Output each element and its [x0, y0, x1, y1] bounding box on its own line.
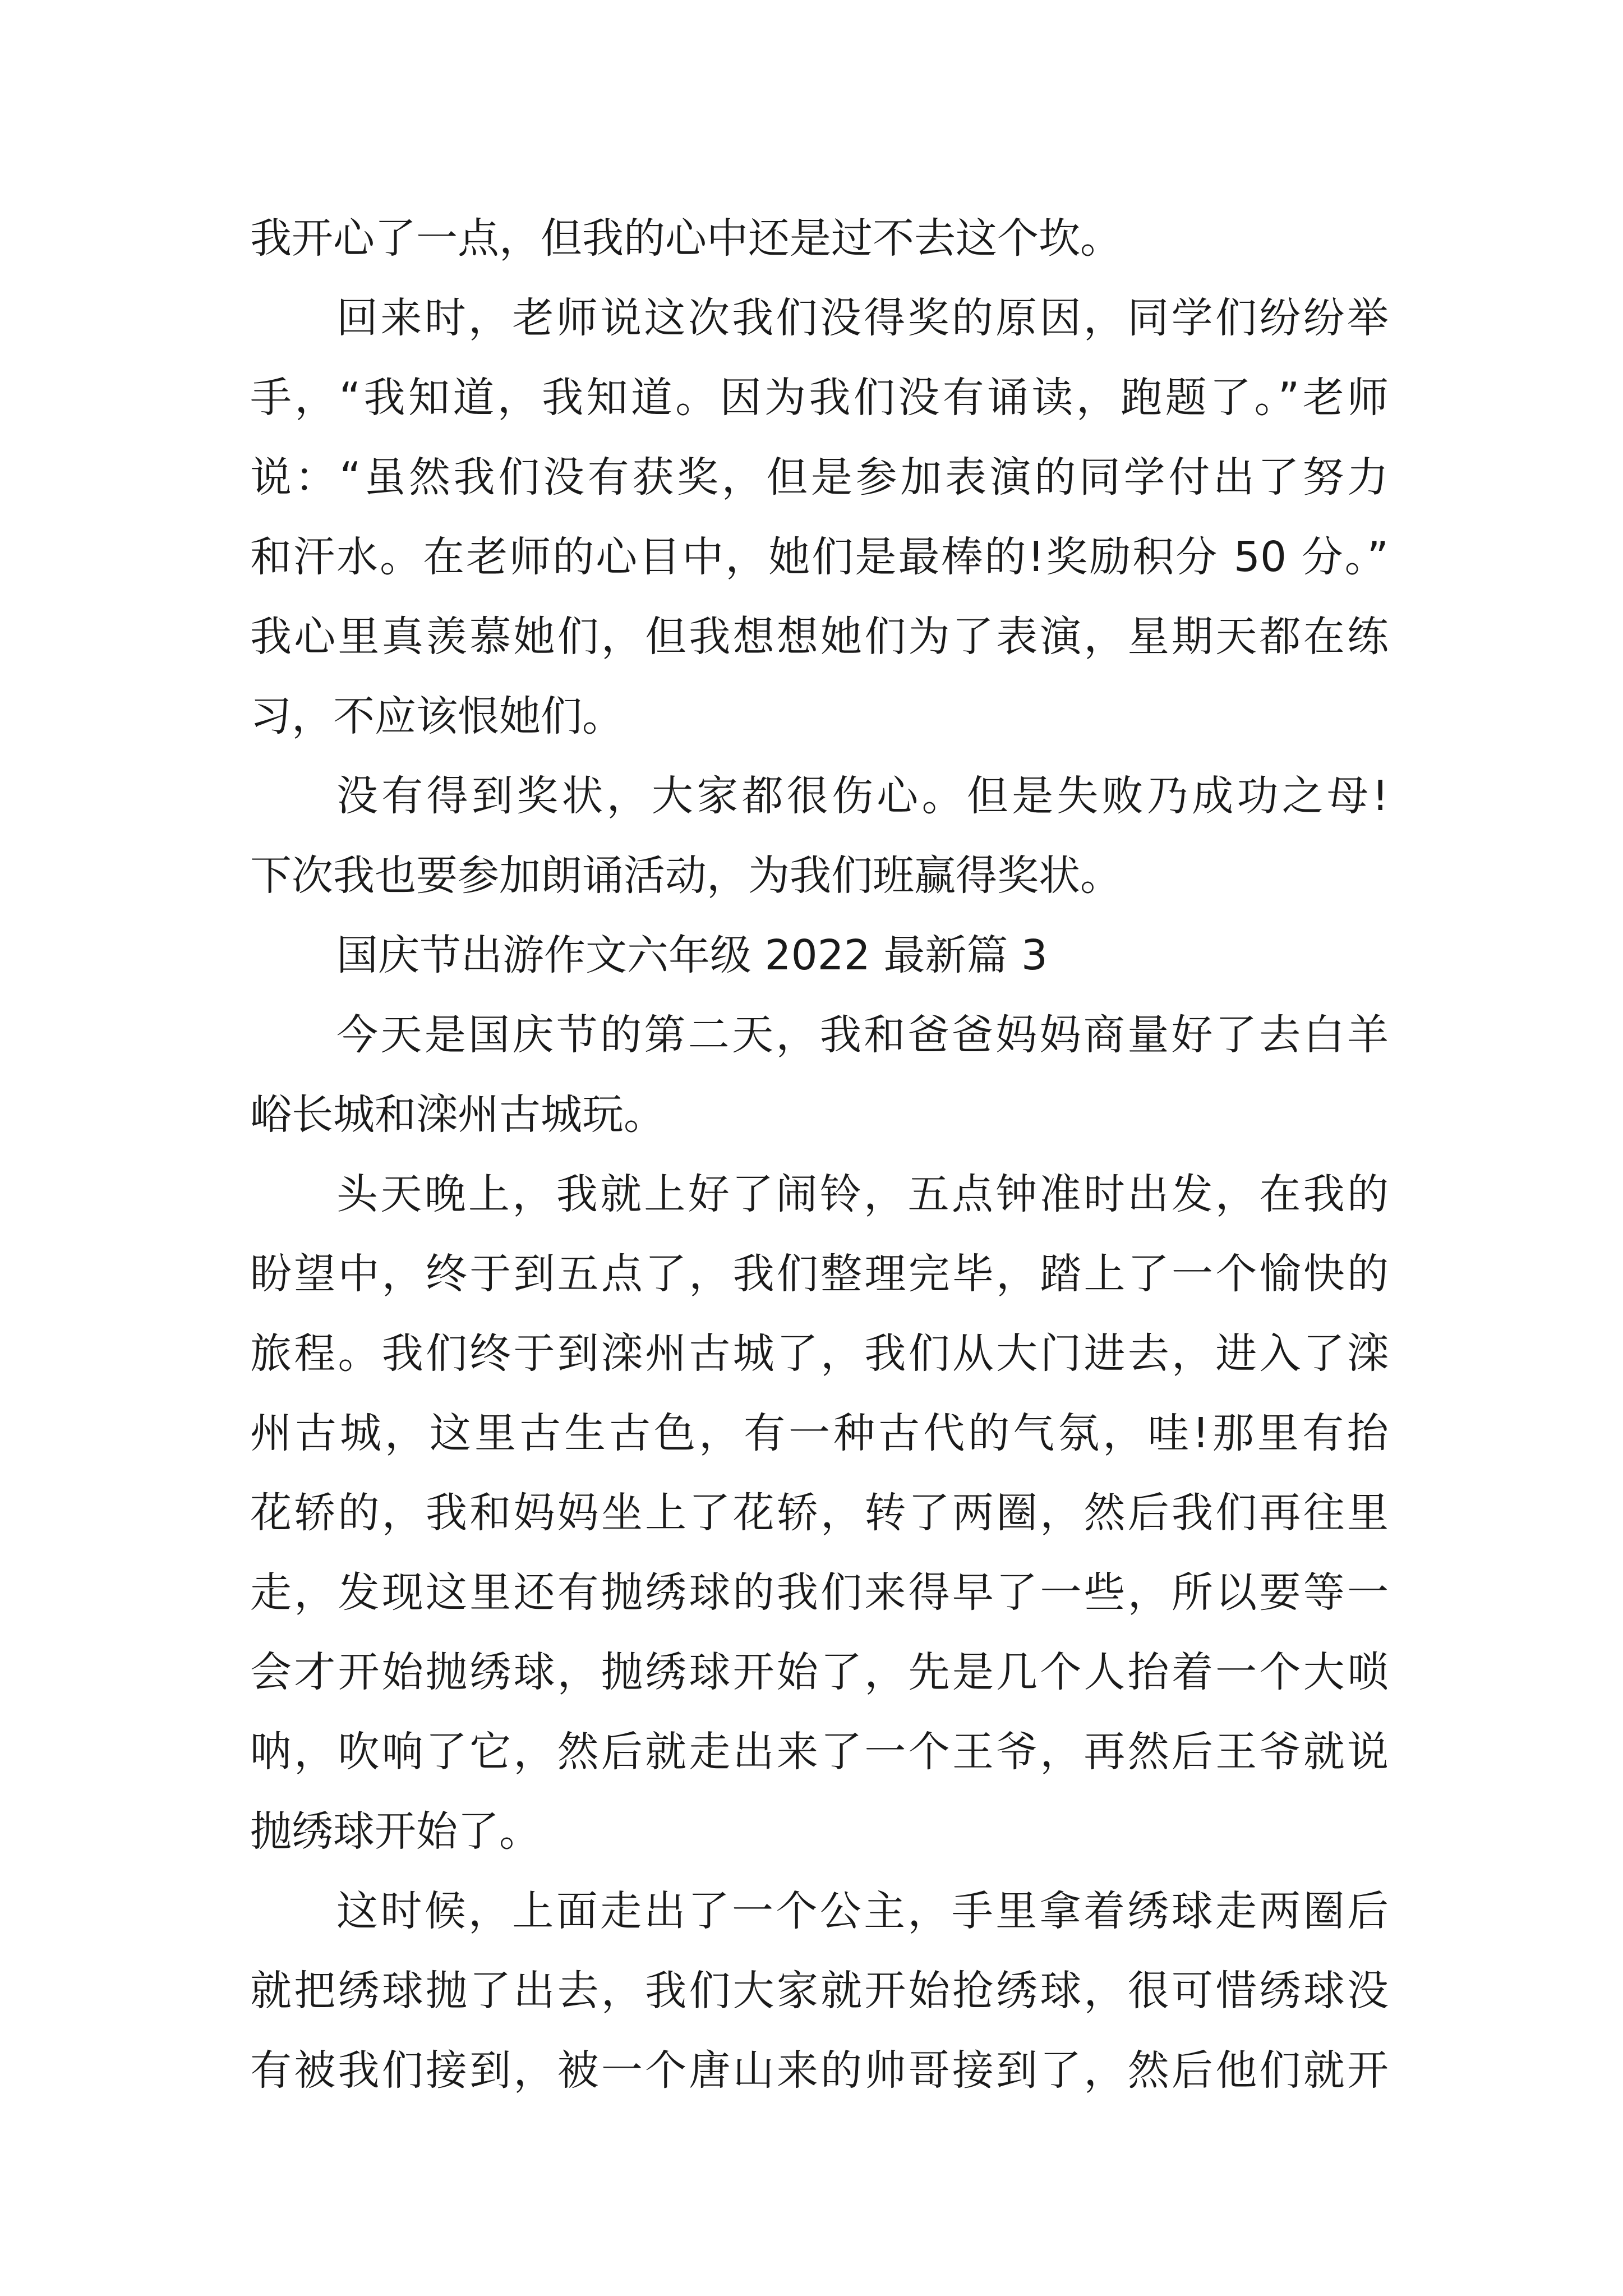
text-line: 走，发现这里还有抛绣球的我们来得早了一些，所以要等一 — [250, 1568, 1389, 1617]
paragraph-first-line: 回来时，老师说这次我们没得奖的原因，同学们纷纷举 — [336, 294, 1389, 342]
text-line: 下次我也要参加朗诵活动，为我们班赢得奖状。 — [250, 852, 1122, 900]
text-line: 州古城，这里古生古色，有一种古代的气氛，哇!那里有抬 — [250, 1409, 1389, 1457]
section-heading: 国庆节出游作文六年级 2022 最新篇 3 — [336, 931, 1048, 979]
text-line: 抛绣球开始了。 — [250, 1807, 541, 1856]
text-line: 就把绣球抛了出去，我们大家就开始抢绣球，很可惜绣球没 — [250, 1967, 1389, 2015]
text-line: 手，“我知道，我知道。因为我们没有诵读，跑题了。”老师 — [250, 374, 1389, 422]
text-line: 有被我们接到，被一个唐山来的帅哥接到了，然后他们就开 — [250, 2046, 1389, 2095]
text-line: 会才开始抛绣球，抛绣球开始了，先是几个人抬着一个大唢 — [250, 1648, 1389, 1696]
paragraph-first-line: 这时候，上面走出了一个公主，手里拿着绣球走两圈后 — [336, 1887, 1389, 1935]
text-line: 旅程。我们终于到滦州古城了，我们从大门进去，进入了滦 — [250, 1329, 1389, 1378]
text-line: 说：“虽然我们没有获奖，但是参加表演的同学付出了努力 — [250, 453, 1389, 501]
text-line: 呐，吹响了它，然后就走出来了一个王爷，再然后王爷就说 — [250, 1728, 1389, 1776]
paragraph-first-line: 头天晚上，我就上好了闹铃，五点钟准时出发，在我的 — [336, 1170, 1389, 1218]
text-line: 峪长城和滦州古城玩。 — [250, 1091, 665, 1139]
paragraph-first-line: 今天是国庆节的第二天，我和爸爸妈妈商量好了去白羊 — [336, 1011, 1389, 1059]
paragraph-first-line: 没有得到奖状，大家都很伤心。但是失败乃成功之母! — [336, 772, 1389, 820]
text-line: 我开心了一点，但我的心中还是过不去这个坎。 — [250, 214, 1122, 263]
text-line: 我心里真羡慕她们，但我想想她们为了表演，星期天都在练 — [250, 613, 1389, 661]
text-line: 和汗水。在老师的心目中，她们是最棒的!奖励积分 50 分。” — [250, 533, 1389, 581]
text-line: 习，不应该恨她们。 — [250, 692, 624, 740]
text-line: 盼望中，终于到五点了，我们整理完毕，踏上了一个愉快的 — [250, 1250, 1389, 1298]
text-line: 花轿的，我和妈妈坐上了花轿，转了两圈，然后我们再往里 — [250, 1489, 1389, 1537]
